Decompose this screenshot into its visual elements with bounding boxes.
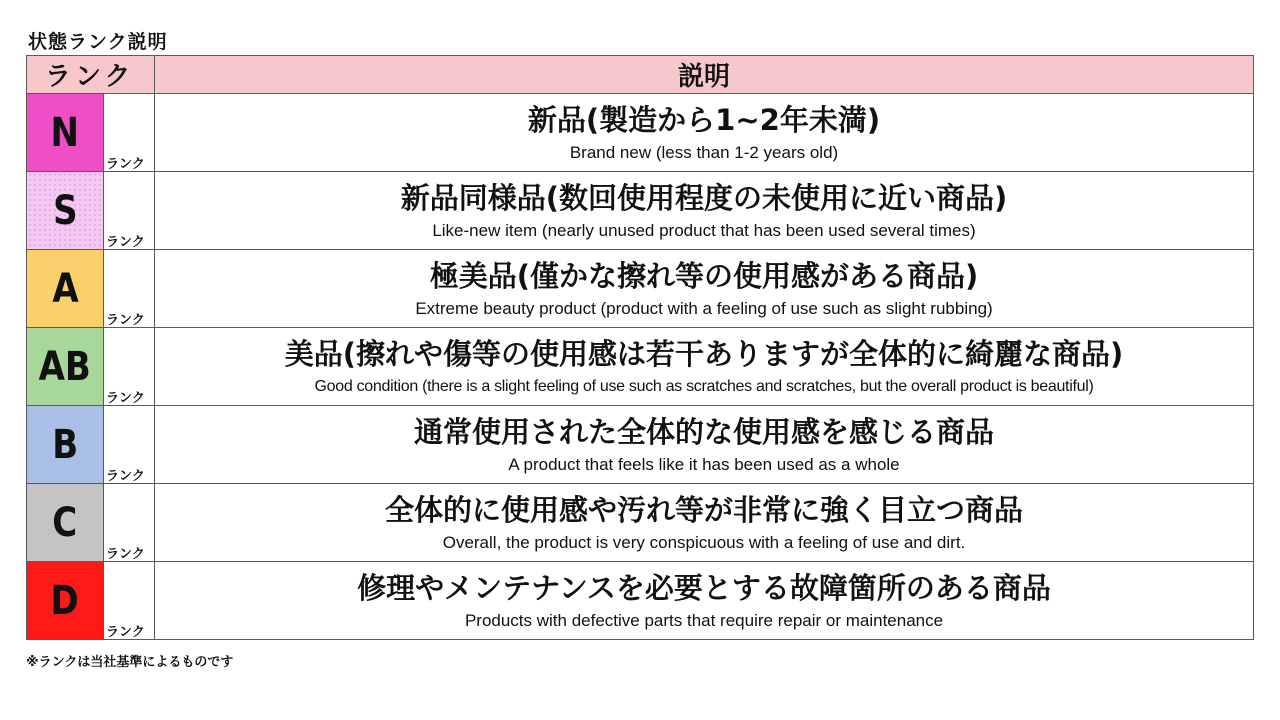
table-row-ab bbox=[27, 328, 1254, 406]
rank-code: D bbox=[50, 577, 80, 624]
rank-suffix: ランク bbox=[106, 391, 145, 406]
rank-badge-a bbox=[27, 250, 104, 328]
table-row-b bbox=[27, 406, 1254, 484]
rank-suffix: ランク bbox=[106, 469, 145, 484]
rank-badge-ab bbox=[27, 328, 104, 406]
rank-table bbox=[26, 55, 1254, 640]
rank-badge-d bbox=[27, 562, 104, 640]
description-jp: 新品同様品(数回使用程度の未使用に近い商品) bbox=[400, 181, 1008, 215]
rank-code: A bbox=[51, 265, 79, 312]
footnote: ※ランクは当社基準によるものです bbox=[26, 655, 234, 670]
description-en: A product that feels like it has been used as a whole bbox=[508, 455, 900, 474]
rank-badge-b bbox=[27, 406, 104, 484]
description-jp: 極美品(僅かな擦れ等の使用感がある商品) bbox=[429, 259, 979, 293]
rank-suffix: ランク bbox=[106, 235, 145, 250]
table-row-d bbox=[27, 562, 1254, 640]
rank-code: C bbox=[52, 499, 78, 546]
description-en: Good condition (there is a slight feeling of use such as scratches and scratches, but the overall product is beautiful) bbox=[314, 378, 1094, 395]
rank-description bbox=[155, 94, 1254, 172]
description-en: Overall, the product is very conspicuous with a feeling of use and dirt. bbox=[442, 533, 966, 552]
rank-description bbox=[155, 562, 1254, 640]
description-en: Products with defective parts that require repair or maintenance bbox=[464, 611, 944, 630]
description-jp: 全体的に使用感や汚れ等が非常に強く目立つ商品 bbox=[385, 493, 1024, 527]
rank-suffix: ランク bbox=[106, 547, 145, 562]
table-header-row bbox=[27, 56, 1254, 94]
rank-description bbox=[155, 250, 1254, 328]
description-jp: 通常使用された全体的な使用感を感じる商品 bbox=[414, 415, 995, 449]
description-jp: 修理やメンテナンスを必要とする故障箇所のある商品 bbox=[357, 571, 1051, 605]
description-jp: 新品(製造から1~2年未満) bbox=[527, 103, 881, 137]
rank-code: S bbox=[52, 187, 78, 234]
rank-code: AB bbox=[38, 343, 92, 390]
rank-suffix: ランク bbox=[106, 313, 145, 328]
table-row-n bbox=[27, 94, 1254, 172]
rank-description bbox=[155, 328, 1254, 406]
rank-description bbox=[155, 172, 1254, 250]
table-row-a bbox=[27, 250, 1254, 328]
rank-suffix: ランク bbox=[106, 157, 145, 172]
page-title: 状態ランク説明 bbox=[28, 31, 168, 53]
description-jp: 美品(擦れや傷等の使用感は若干ありますが全体的に綺麗な商品) bbox=[284, 337, 1124, 371]
rank-description bbox=[155, 484, 1254, 562]
rank-code: B bbox=[52, 421, 78, 468]
description-en: Extreme beauty product (product with a feeling of use such as slight rubbing) bbox=[415, 299, 993, 318]
description-en: Like-new item (nearly unused product that has been used several times) bbox=[432, 221, 976, 240]
rank-code: N bbox=[50, 109, 80, 156]
description-en: Brand new (less than 1-2 years old) bbox=[569, 143, 839, 162]
rank-suffix: ランク bbox=[106, 625, 145, 640]
table-row-s bbox=[27, 172, 1254, 250]
description-column-header: 説明 bbox=[155, 56, 1254, 94]
rank-column-header: ランク bbox=[27, 56, 155, 94]
rank-badge-n bbox=[27, 94, 104, 172]
table-row-c bbox=[27, 484, 1254, 562]
rank-badge-s bbox=[27, 172, 104, 250]
rank-badge-c bbox=[27, 484, 104, 562]
rank-description bbox=[155, 406, 1254, 484]
